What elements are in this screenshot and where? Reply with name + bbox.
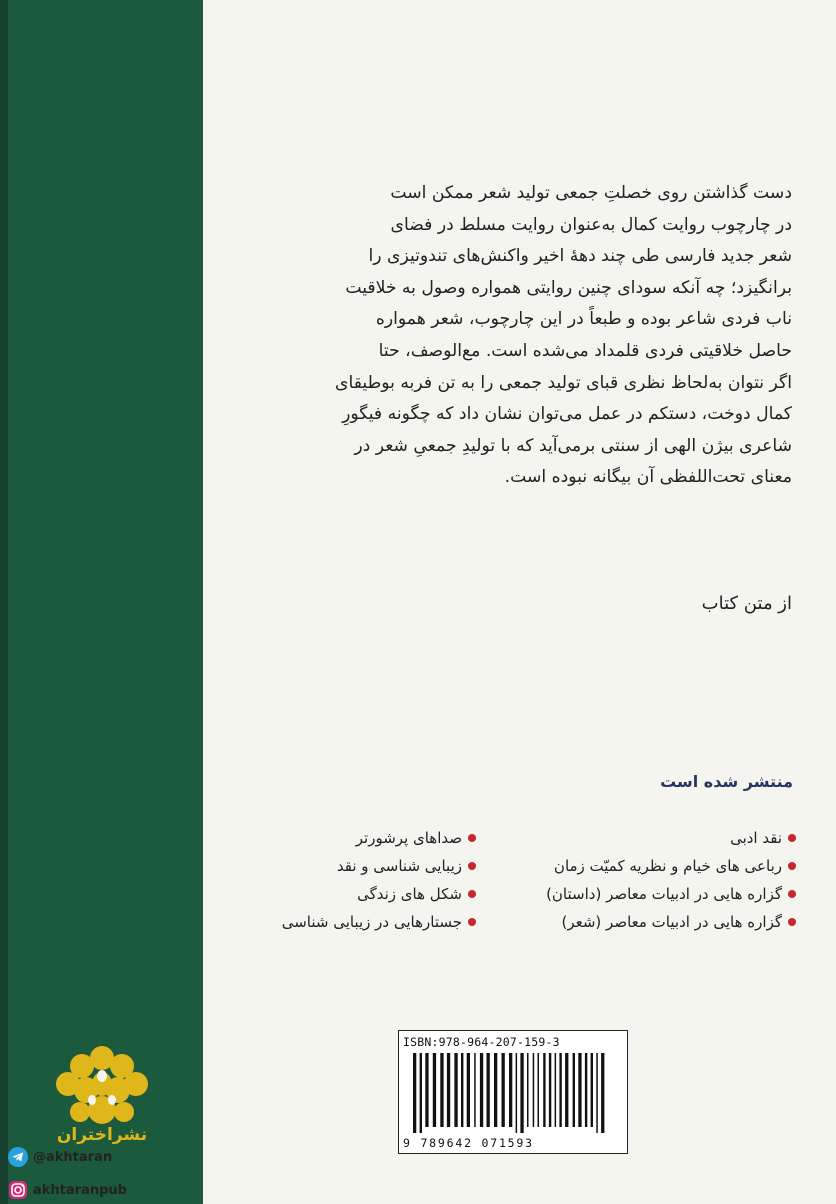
barcode-bar [565, 1053, 568, 1127]
barcode-bar [461, 1053, 463, 1127]
blurb-line: معنای تحت‌اللفظی آن بیگانه نبوده است. [504, 467, 792, 488]
instagram-icon [8, 1180, 28, 1200]
blurb-line: شاعری بیژن الهی از سنتی برمی‌آید که با تولیدِ جمعیِ شعر در [354, 435, 792, 456]
barcode-bar [509, 1053, 512, 1127]
barcode-bar [573, 1053, 575, 1127]
blurb-line: حاصل خلاقیتی فردی قلمداد می‌شده است. مع‌الوصف، حتا [378, 340, 792, 361]
list-item: زیبایی شناسی و نقد [282, 852, 476, 880]
blurb-line: در چارچوب روایت کمال به‌عنوان روایت مسلط در فضای [390, 214, 792, 235]
blurb-source: از متن کتاب [701, 593, 792, 614]
telegram-text: @akhtaran [33, 1149, 113, 1165]
bullet-icon [468, 918, 476, 926]
list-item: شکل های زندگی [282, 880, 476, 908]
barcode-bar [527, 1053, 529, 1127]
published-header: منتشر شده است [660, 772, 793, 791]
bullet-icon [468, 834, 476, 842]
barcode-digits: 9 789642 071593 [403, 1136, 534, 1150]
bullet-icon [788, 834, 796, 842]
barcode-bar [596, 1053, 598, 1133]
blurb-line: ناب فردی شاعر بوده و طبعاً در این چارچوب، شعر همواره [375, 309, 792, 330]
blurb-line: کمال دوخت، دستکم در عمل می‌توان نشان داد که چگونه فیگورِ [342, 404, 792, 425]
barcode-bar [494, 1053, 497, 1127]
barcode-bar [413, 1053, 416, 1133]
barcode-bar [487, 1053, 490, 1127]
barcode-bar [467, 1053, 470, 1127]
published-list-right [546, 824, 796, 936]
barcode-bar [585, 1053, 587, 1127]
barcode-bar [433, 1053, 436, 1127]
isbn-label: ISBN:978-964-207-159-3 [403, 1035, 560, 1049]
publisher-logo-icon [56, 1044, 148, 1130]
barcode-bar [549, 1053, 551, 1127]
instagram-handle[interactable] [8, 1179, 127, 1201]
list-item: گزاره هایی در ادبیات معاصر (داستان) [546, 880, 796, 908]
barcode-bar [480, 1053, 483, 1127]
published-list-left [282, 824, 476, 936]
list-item: صداهای پرشورتر [282, 824, 476, 852]
barcode-bar [601, 1053, 604, 1133]
list-item: گزاره هایی در ادبیات معاصر (شعر) [546, 908, 796, 936]
barcode-bar [502, 1053, 505, 1127]
isbn-barcode [398, 1030, 628, 1154]
telegram-icon [8, 1147, 28, 1167]
barcode-bar [447, 1053, 450, 1127]
blurb-line: اگر نتوان به‌لحاظ نظری قبای تولید جمعی را به تن فربه بوطیقای [335, 372, 792, 393]
list-item: جستارهایی در زیبایی شناسی [282, 908, 476, 936]
list-item: رباعی های خیام و نظریه کمیّت زمان [546, 852, 796, 880]
bullet-icon [788, 918, 796, 926]
bullet-icon [788, 862, 796, 870]
blurb-line: دست گذاشتن روی خصلتِ جمعی تولید شعر ممکن است [390, 183, 792, 203]
list-item: نقد ادبی [546, 824, 796, 852]
bullet-icon [468, 862, 476, 870]
barcode-bar [454, 1053, 457, 1127]
bullet-icon [468, 890, 476, 898]
barcode-bar [425, 1053, 428, 1127]
blurb-text [257, 178, 792, 494]
barcode-bar [559, 1053, 561, 1127]
barcode-bar [420, 1053, 422, 1133]
publisher-name: نشراختران [56, 1125, 148, 1145]
barcode-bar [533, 1053, 535, 1127]
bullet-icon [788, 890, 796, 898]
barcode-bar [578, 1053, 581, 1127]
telegram-handle[interactable] [8, 1146, 112, 1168]
barcode-bar [555, 1053, 557, 1127]
blurb-line: برانگیزد؛ چه آنکه سودای چنین روایتی همواره وصول به خلاقیت [345, 277, 792, 298]
spine-edge [0, 0, 8, 1204]
barcode-bar [538, 1053, 540, 1127]
instagram-text: akhtaranpub [33, 1182, 127, 1198]
barcode-bar [591, 1053, 593, 1127]
blurb-line: شعر جدید فارسی طی چند دهۀ اخیر واکنش‌های تندوتیزی را [368, 246, 792, 267]
barcode-bar [440, 1053, 443, 1127]
barcode-bar [474, 1053, 476, 1127]
cover-spine [0, 0, 203, 1204]
barcode-bars [411, 1053, 615, 1133]
barcode-bar [520, 1053, 523, 1133]
barcode-bar [516, 1053, 518, 1133]
barcode-bar [543, 1053, 545, 1127]
